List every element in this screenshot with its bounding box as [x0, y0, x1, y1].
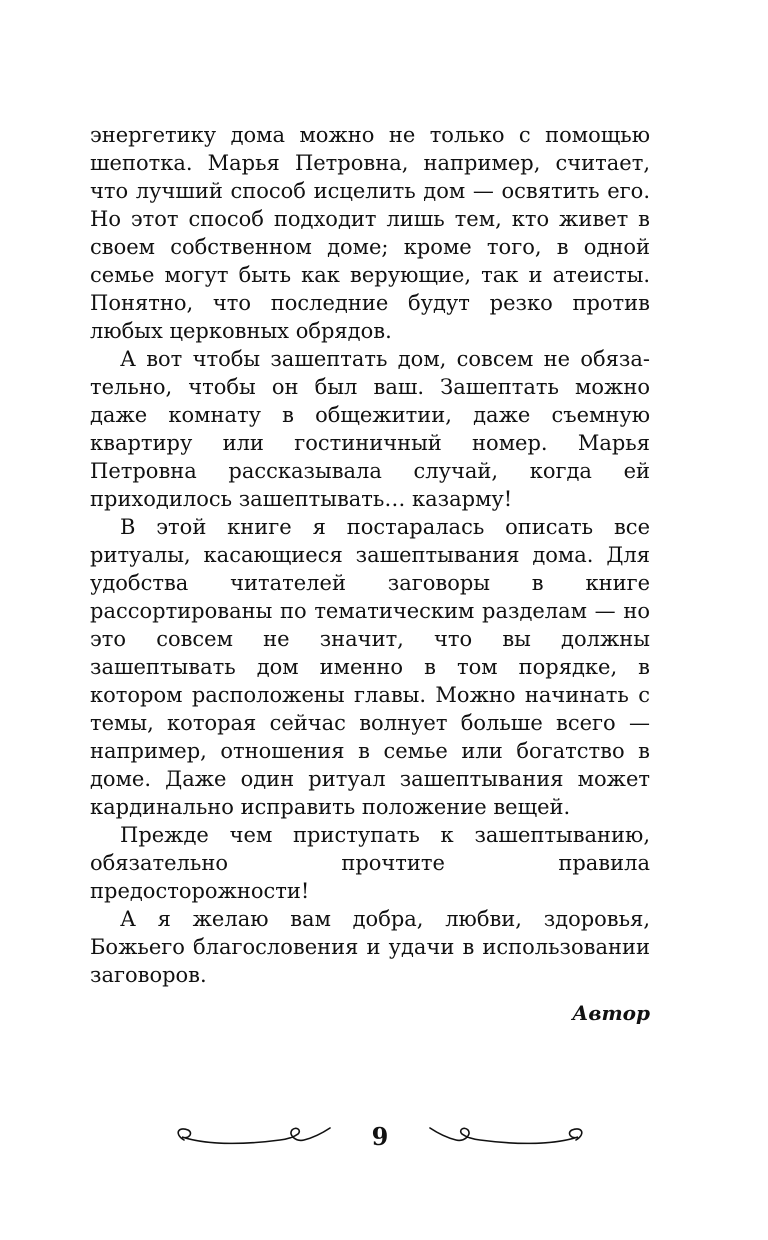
author-signature: Автор [572, 1001, 650, 1025]
right-flourish-ornament [425, 1118, 590, 1158]
paragraph-2: А вот чтобы зашептать дом, совсем не обязательно, чтобы он был ваш. Зашептать можно даже комнату в общежитии, даже съемную квартиру или гостиничный номер. Марья Петровна рассказывала случай, когда ей приходилось зашептывать… казарму! [90, 347, 650, 511]
paragraph-3: В этой книге я постаралась описать все ритуалы, касающиеся зашептывания дома. Для удобства читателей заговоры в книге рассортированы по тематическим разделам — но это совсем не значит, что вы должны зашептывать дом именно в том порядке, в котором расположены главы. Можно начинать с темы, которая сейчас волнует больше всего — например, отношения в семье или богатство в доме. Даже один ритуал зашептывания может кардинально исправить положение вещей. [90, 515, 650, 819]
body-text [90, 121, 650, 1027]
paragraph-4: Прежде чем приступать к зашептыванию, обязательно прочтите правила предосторожности! [90, 823, 650, 903]
page-footer [170, 1110, 590, 1170]
paragraph-5: А я желаю вам добра, любви, здоровья, Божьего благословения и удачи в использовании заговоров. [90, 907, 650, 987]
page-number: 9 [371, 1122, 389, 1151]
paragraph-1: энергетику дома можно не только с помощью шепотка. Марья Петровна, например, считает, что лучший способ исцелить дом — освятить его. Но этот способ подходит лишь тем, кто живет в своем собственном доме; кроме того, в одной семье могут быть как верующие, так и атеисты. Понятно, что последние будут резко против любых церковных обрядов. [90, 123, 650, 343]
